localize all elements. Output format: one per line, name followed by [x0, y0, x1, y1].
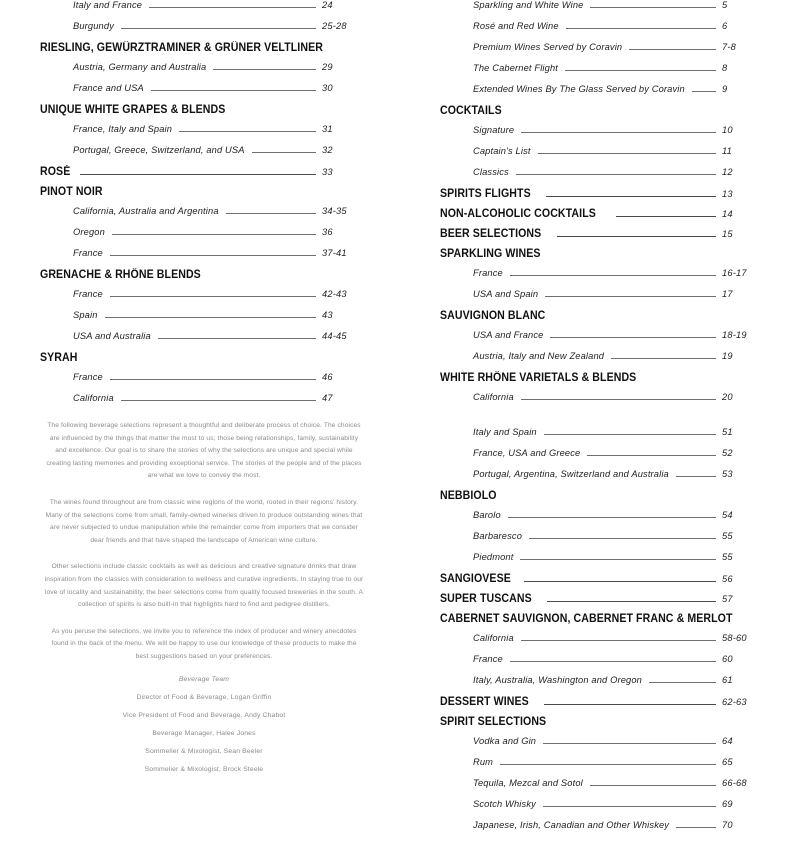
prose-paragraph: Other selections include classic cocktails as well as delicious and creative signature drinks that draw inspiration from the classics with consideration to wellness and curative ingredients. In staying true to our love of locality and sustainability, the beer selections come from quality focused breweries in the south. A collection of spirits is also built-in that highlights hard to find and pedigree distillers. [44, 563, 364, 609]
toc-leader-rule [565, 70, 716, 71]
toc-entry-label: Barolo [473, 510, 501, 520]
toc-section-title: PINOT NOIR [40, 186, 103, 198]
toc-section-heading-row[interactable] [440, 573, 768, 593]
toc-entry-label: Italy and Spain [473, 427, 537, 437]
toc-section-title: SPIRIT SELECTIONS [440, 716, 547, 728]
toc-leader-rule [550, 337, 716, 338]
toc-page-number: 34-35 [322, 206, 347, 216]
toc-leader-rule [149, 7, 316, 8]
toc-leader-rule [544, 704, 716, 705]
toc-page-number: 60 [722, 654, 733, 664]
toc-section-title: DESSERT WINES [440, 696, 529, 708]
toc-entry-row[interactable] [440, 0, 768, 21]
toc-entry-label: Premium Wines Served by Coravin [473, 42, 623, 52]
toc-entry-row[interactable] [440, 675, 768, 696]
toc-entry-row[interactable] [40, 0, 368, 21]
toc-entry-row[interactable] [40, 145, 368, 166]
toc-entry-label: Extended Wines By The Glass Served by Coravin [473, 84, 685, 94]
toc-leader-rule [510, 661, 716, 662]
toc-entry-row[interactable] [440, 167, 768, 188]
toc-entry-row[interactable] [40, 331, 368, 352]
toc-page-number: 14 [722, 209, 733, 219]
toc-entry-row[interactable] [40, 21, 368, 42]
toc-page-number: 20 [722, 392, 733, 402]
toc-page-number: 11 [722, 146, 733, 156]
beverage-team-credits [40, 676, 368, 773]
toc-leader-rule [110, 379, 316, 380]
toc-entry-label: Burgundy [73, 21, 114, 31]
toc-entry-row[interactable] [40, 393, 368, 414]
toc-section-title: SPARKLING WINES [440, 248, 541, 260]
toc-entry-label: Piedmont [473, 552, 514, 562]
toc-entry-label: Japanese, Irish, Canadian and Other Whiskey [473, 820, 670, 830]
toc-page-number: 43 [322, 310, 333, 320]
toc-section-title: NEBBIOLO [440, 490, 497, 502]
toc-entry-label: Portugal, Argentina, Switzerland and Australia [473, 469, 669, 479]
toc-entry-label: Vodka and Gin [473, 736, 537, 746]
toc-section-heading-row[interactable] [40, 352, 368, 372]
toc-leader-rule [676, 827, 716, 828]
toc-entry-row[interactable] [440, 633, 768, 654]
toc-page-number: 52 [722, 448, 733, 458]
beverage-team-member: Director of Food & Beverage, Logan Griffin [136, 693, 272, 701]
toc-leader-rule [521, 640, 716, 641]
toc-page-number: 6 [722, 21, 728, 31]
toc-entry-row[interactable] [440, 125, 768, 146]
toc-section-heading-row[interactable] [440, 613, 768, 633]
toc-leader-rule [524, 581, 716, 582]
toc-entry-row[interactable] [40, 248, 368, 269]
toc-page-number: 13 [722, 189, 733, 199]
toc-leader-rule [590, 785, 716, 786]
toc-section-heading-row[interactable] [440, 248, 768, 268]
toc-page-number: 47 [322, 393, 333, 403]
toc-leader-rule [226, 213, 316, 214]
toc-entry-row[interactable] [440, 330, 768, 351]
beverage-team-member: Beverage Manager, Halee Jones [152, 729, 256, 737]
toc-entry-label: Captain's List [473, 146, 531, 156]
toc-entry-row[interactable] [440, 736, 768, 757]
toc-section-title: SYRAH [40, 352, 78, 364]
toc-entry-row[interactable] [440, 392, 768, 413]
beverage-team-member-list [40, 694, 368, 773]
toc-page-number: 62-63 [722, 697, 747, 707]
menu-philosophy-prose [40, 420, 368, 664]
prose-paragraph: As you peruse the selections, we invite you to reference the index of producer and winery anecdotes found in the back of the menu. We will be happy to use our knowledge of these products to make the best suggestions based on your preferences. [51, 627, 357, 660]
toc-section-heading-row[interactable] [40, 104, 368, 124]
toc-section-title: SPIRITS FLIGHTS [440, 188, 531, 200]
toc-section-heading-row[interactable] [440, 228, 768, 248]
toc-leader-rule [529, 538, 716, 539]
toc-entry-label: California [73, 393, 114, 403]
toc-page-number: 61 [722, 675, 733, 685]
toc-section-title: SUPER TUSCANS [440, 593, 532, 605]
toc-page-number: 44-45 [322, 331, 347, 341]
toc-leader-rule [510, 275, 716, 276]
toc-leader-rule [557, 236, 716, 237]
toc-entry-label: France [473, 268, 503, 278]
toc-page-number: 29 [322, 62, 333, 72]
toc-entry-label: California [473, 392, 514, 402]
toc-page-number: 12 [722, 167, 733, 177]
toc-page-number: 55 [722, 552, 733, 562]
toc-entry-label: USA and Australia [73, 331, 151, 341]
toc-entry-label: France, USA and Greece [473, 448, 581, 458]
toc-page-number: 66-68 [722, 778, 747, 788]
prose-paragraph: The following beverage selections represent a thoughtful and deliberate process of choice. The choices are influenced by the things that matter the most to us; those being relationships, family, sustainability and excellence. Our goal is to share the stories of why the selections are unique and special while creating lasting memories and providing exceptional service. The stories of the people and of the places are what we love to convey the most. [46, 422, 362, 480]
toc-leader-rule [500, 764, 716, 765]
toc-page-number: 30 [322, 83, 333, 93]
toc-entry-row[interactable] [440, 351, 768, 372]
toc-page-number: 46 [322, 372, 333, 382]
toc-entry-label: France [73, 289, 103, 299]
toc-leader-rule [538, 153, 716, 154]
toc-entry-row[interactable] [40, 227, 368, 248]
toc-leader-rule [158, 338, 316, 339]
toc-page-number: 33 [322, 167, 333, 177]
toc-leader-rule [151, 90, 316, 91]
toc-entry-label: Italy, Australia, Washington and Oregon [473, 675, 642, 685]
toc-entry-row[interactable] [440, 469, 768, 490]
toc-entry-label: Sparkling and White Wine [473, 0, 584, 10]
toc-page-number: 8 [722, 63, 728, 73]
toc-page-number: 36 [322, 227, 333, 237]
beverage-team-title: Beverage Team [178, 675, 230, 683]
toc-entry-label: Rum [473, 757, 494, 767]
toc-page-number: 69 [722, 799, 733, 809]
toc-entry-label: Italy and France [73, 0, 143, 10]
toc-leader-rule [692, 91, 716, 92]
toc-list-right [440, 0, 768, 841]
toc-entry-label: France and USA [73, 83, 144, 93]
toc-entry-label: Rosé and Red Wine [473, 21, 559, 31]
toc-section-heading-row[interactable] [440, 696, 768, 716]
toc-entry-label: France, Italy and Spain [73, 124, 173, 134]
toc-page-number: 31 [322, 124, 333, 134]
toc-leader-rule [520, 559, 716, 560]
toc-page-number: 70 [722, 820, 733, 830]
toc-page-number: 24 [322, 0, 333, 10]
toc-leader-rule [252, 152, 316, 153]
toc-page-number: 32 [322, 145, 333, 155]
toc-section-heading-row[interactable] [40, 186, 368, 206]
toc-leader-rule [112, 234, 316, 235]
toc-leader-rule [544, 434, 716, 435]
toc-section-heading-row[interactable] [440, 593, 768, 613]
toc-entry-label: Barbaresco [473, 531, 523, 541]
toc-entry-row[interactable] [440, 268, 768, 289]
toc-entry-label: Classics [473, 167, 509, 177]
toc-page-number: 54 [722, 510, 733, 520]
toc-leader-rule [545, 296, 716, 297]
toc-leader-rule [105, 317, 316, 318]
toc-entry-label: France [73, 248, 103, 258]
toc-entry-label: The Cabernet Flight [473, 63, 559, 73]
toc-section-title: CABERNET SAUVIGNON, CABERNET FRANC & MERLOT [440, 613, 733, 625]
toc-page-number: 5 [722, 0, 728, 10]
toc-leader-rule [616, 216, 716, 217]
toc-list-left [40, 0, 368, 414]
toc-entry-row[interactable] [440, 757, 768, 778]
toc-section-title: RIESLING, GEWÜRZTRAMINER & GRÜNER VELTLINER [40, 42, 323, 54]
toc-leader-rule [629, 49, 716, 50]
toc-section-heading-row[interactable] [440, 208, 768, 228]
toc-entry-row[interactable] [440, 778, 768, 799]
beverage-team-member: Sommelier & Mixologist, Brock Steele [144, 765, 264, 773]
toc-page-number: 56 [722, 574, 733, 584]
toc-section-title: WHITE RHÔNE VARIETALS & BLENDS [440, 372, 637, 384]
toc-entry-label: Spain [73, 310, 98, 320]
toc-entry-row[interactable] [40, 289, 368, 310]
toc-entry-row[interactable] [440, 84, 768, 105]
toc-page-number: 9 [722, 84, 728, 94]
toc-leader-rule [110, 296, 316, 297]
toc-entry-row[interactable] [40, 310, 368, 331]
toc-leader-rule [543, 806, 716, 807]
toc-entry-row[interactable] [40, 62, 368, 83]
toc-page-number: 65 [722, 757, 733, 767]
toc-section-heading-row[interactable] [40, 269, 368, 289]
toc-page-number: 57 [722, 594, 733, 604]
toc-leader-rule [649, 682, 716, 683]
toc-section-heading-row[interactable] [40, 166, 368, 186]
toc-section-title: SAUVIGNON BLANC [440, 310, 546, 322]
toc-entry-row[interactable] [40, 83, 368, 104]
toc-leader-rule [546, 196, 716, 197]
toc-section-heading-row[interactable] [440, 188, 768, 208]
toc-section-title: UNIQUE WHITE GRAPES & BLENDS [40, 104, 226, 116]
toc-leader-rule [179, 131, 316, 132]
toc-leader-rule [543, 743, 716, 744]
toc-page-number: 19 [722, 351, 733, 361]
toc-leader-rule [676, 476, 716, 477]
toc-page-number: 42-43 [322, 289, 347, 299]
toc-entry-row[interactable] [440, 63, 768, 84]
toc-entry-label: Oregon [73, 227, 105, 237]
toc-entry-label: Signature [473, 125, 515, 135]
toc-page-number: 10 [722, 125, 733, 135]
toc-page-number: 7-8 [722, 42, 737, 52]
toc-leader-rule [110, 255, 316, 256]
toc-entry-row[interactable] [440, 531, 768, 552]
toc-entry-row[interactable] [440, 820, 768, 841]
toc-entry-row[interactable] [440, 42, 768, 63]
beverage-team-member: Vice President of Food and Beverage, Andy Chabot [122, 711, 286, 719]
toc-page-number: 64 [722, 736, 733, 746]
toc-leader-rule [566, 28, 716, 29]
toc-entry-label: USA and Spain [473, 289, 539, 299]
toc-page-number: 18-19 [722, 330, 747, 340]
toc-entry-label: Austria, Italy and New Zealand [473, 351, 605, 361]
toc-entry-label: California [473, 633, 514, 643]
toc-page-number: 17 [722, 289, 733, 299]
toc-page-number: 37-41 [322, 248, 347, 258]
toc-leader-rule [521, 132, 716, 133]
toc-entry-label: France [473, 654, 503, 664]
toc-leader-rule [121, 28, 316, 29]
toc-section-heading-row[interactable] [40, 42, 368, 62]
toc-leader-rule [213, 69, 316, 70]
toc-leader-rule [121, 400, 316, 401]
toc-entry-label: California, Australia and Argentina [73, 206, 219, 216]
toc-section-title: BEER SELECTIONS [440, 228, 542, 240]
beverage-team-member: Sommelier & Mixologist, Sean Beeler [145, 747, 263, 755]
toc-section-heading-row[interactable] [440, 372, 768, 392]
toc-entry-row[interactable] [40, 206, 368, 227]
toc-section-heading-row[interactable] [440, 310, 768, 330]
toc-section-title: GRENACHE & RHÔNE BLENDS [40, 269, 201, 281]
toc-entry-row[interactable] [440, 510, 768, 531]
toc-leader-rule [587, 455, 716, 456]
toc-entry-label: Tequila, Mezcal and Sotol [473, 778, 583, 788]
toc-entry-row[interactable] [40, 372, 368, 393]
toc-page-number: 53 [722, 469, 733, 479]
toc-leader-rule [611, 358, 716, 359]
toc-entry-row[interactable] [440, 146, 768, 167]
toc-page-number: 25-28 [322, 21, 347, 31]
toc-section-heading-row[interactable] [440, 105, 768, 125]
toc-page-number: 51 [722, 427, 733, 437]
toc-page-number: 16-17 [722, 268, 747, 278]
toc-page-number: 15 [722, 229, 733, 239]
toc-leader-rule [516, 174, 716, 175]
toc-entry-row[interactable] [40, 124, 368, 145]
toc-page-number: 55 [722, 531, 733, 541]
toc-entry-label: Scotch Whisky [473, 799, 536, 809]
toc-column-left [0, 0, 400, 773]
toc-section-heading-row[interactable] [440, 490, 768, 510]
toc-entry-row[interactable] [440, 552, 768, 573]
toc-entry-row[interactable] [440, 289, 768, 310]
toc-leader-rule [521, 399, 716, 400]
toc-entry-row[interactable] [440, 654, 768, 675]
toc-entry-row[interactable] [440, 799, 768, 820]
toc-entry-label: Portugal, Greece, Switzerland, and USA [73, 145, 245, 155]
toc-entry-label: USA and France [473, 330, 544, 340]
toc-spacer [440, 413, 768, 427]
toc-entry-label: Austria, Germany and Australia [73, 62, 207, 72]
prose-paragraph: The wines found throughout are from classic wine regions of the world, rooted in their regions' history. Many of the selections come from small, family-owned wineries driven to produce outstanding wines that are never subjected to undue manipulation while the remainder come from importers that we consider dear friends and that have shaped the landscape of American wine culture. [45, 498, 363, 544]
toc-section-title: COCKTAILS [440, 105, 502, 117]
toc-section-title: ROSÉ [40, 166, 71, 178]
toc-leader-rule [590, 7, 716, 8]
toc-section-title: NON-ALCOHOLIC COCKTAILS [440, 208, 596, 220]
toc-entry-row[interactable] [440, 21, 768, 42]
toc-leader-rule [80, 174, 316, 175]
toc-section-title: SANGIOVESE [440, 573, 511, 585]
toc-leader-rule [508, 517, 716, 518]
toc-page-number: 58-60 [722, 633, 747, 643]
toc-entry-row[interactable] [440, 448, 768, 469]
toc-section-heading-row[interactable] [440, 716, 768, 736]
toc-leader-rule [547, 601, 716, 602]
toc-column-right [400, 0, 800, 830]
toc-entry-row[interactable] [440, 427, 768, 448]
toc-entry-label: France [73, 372, 103, 382]
